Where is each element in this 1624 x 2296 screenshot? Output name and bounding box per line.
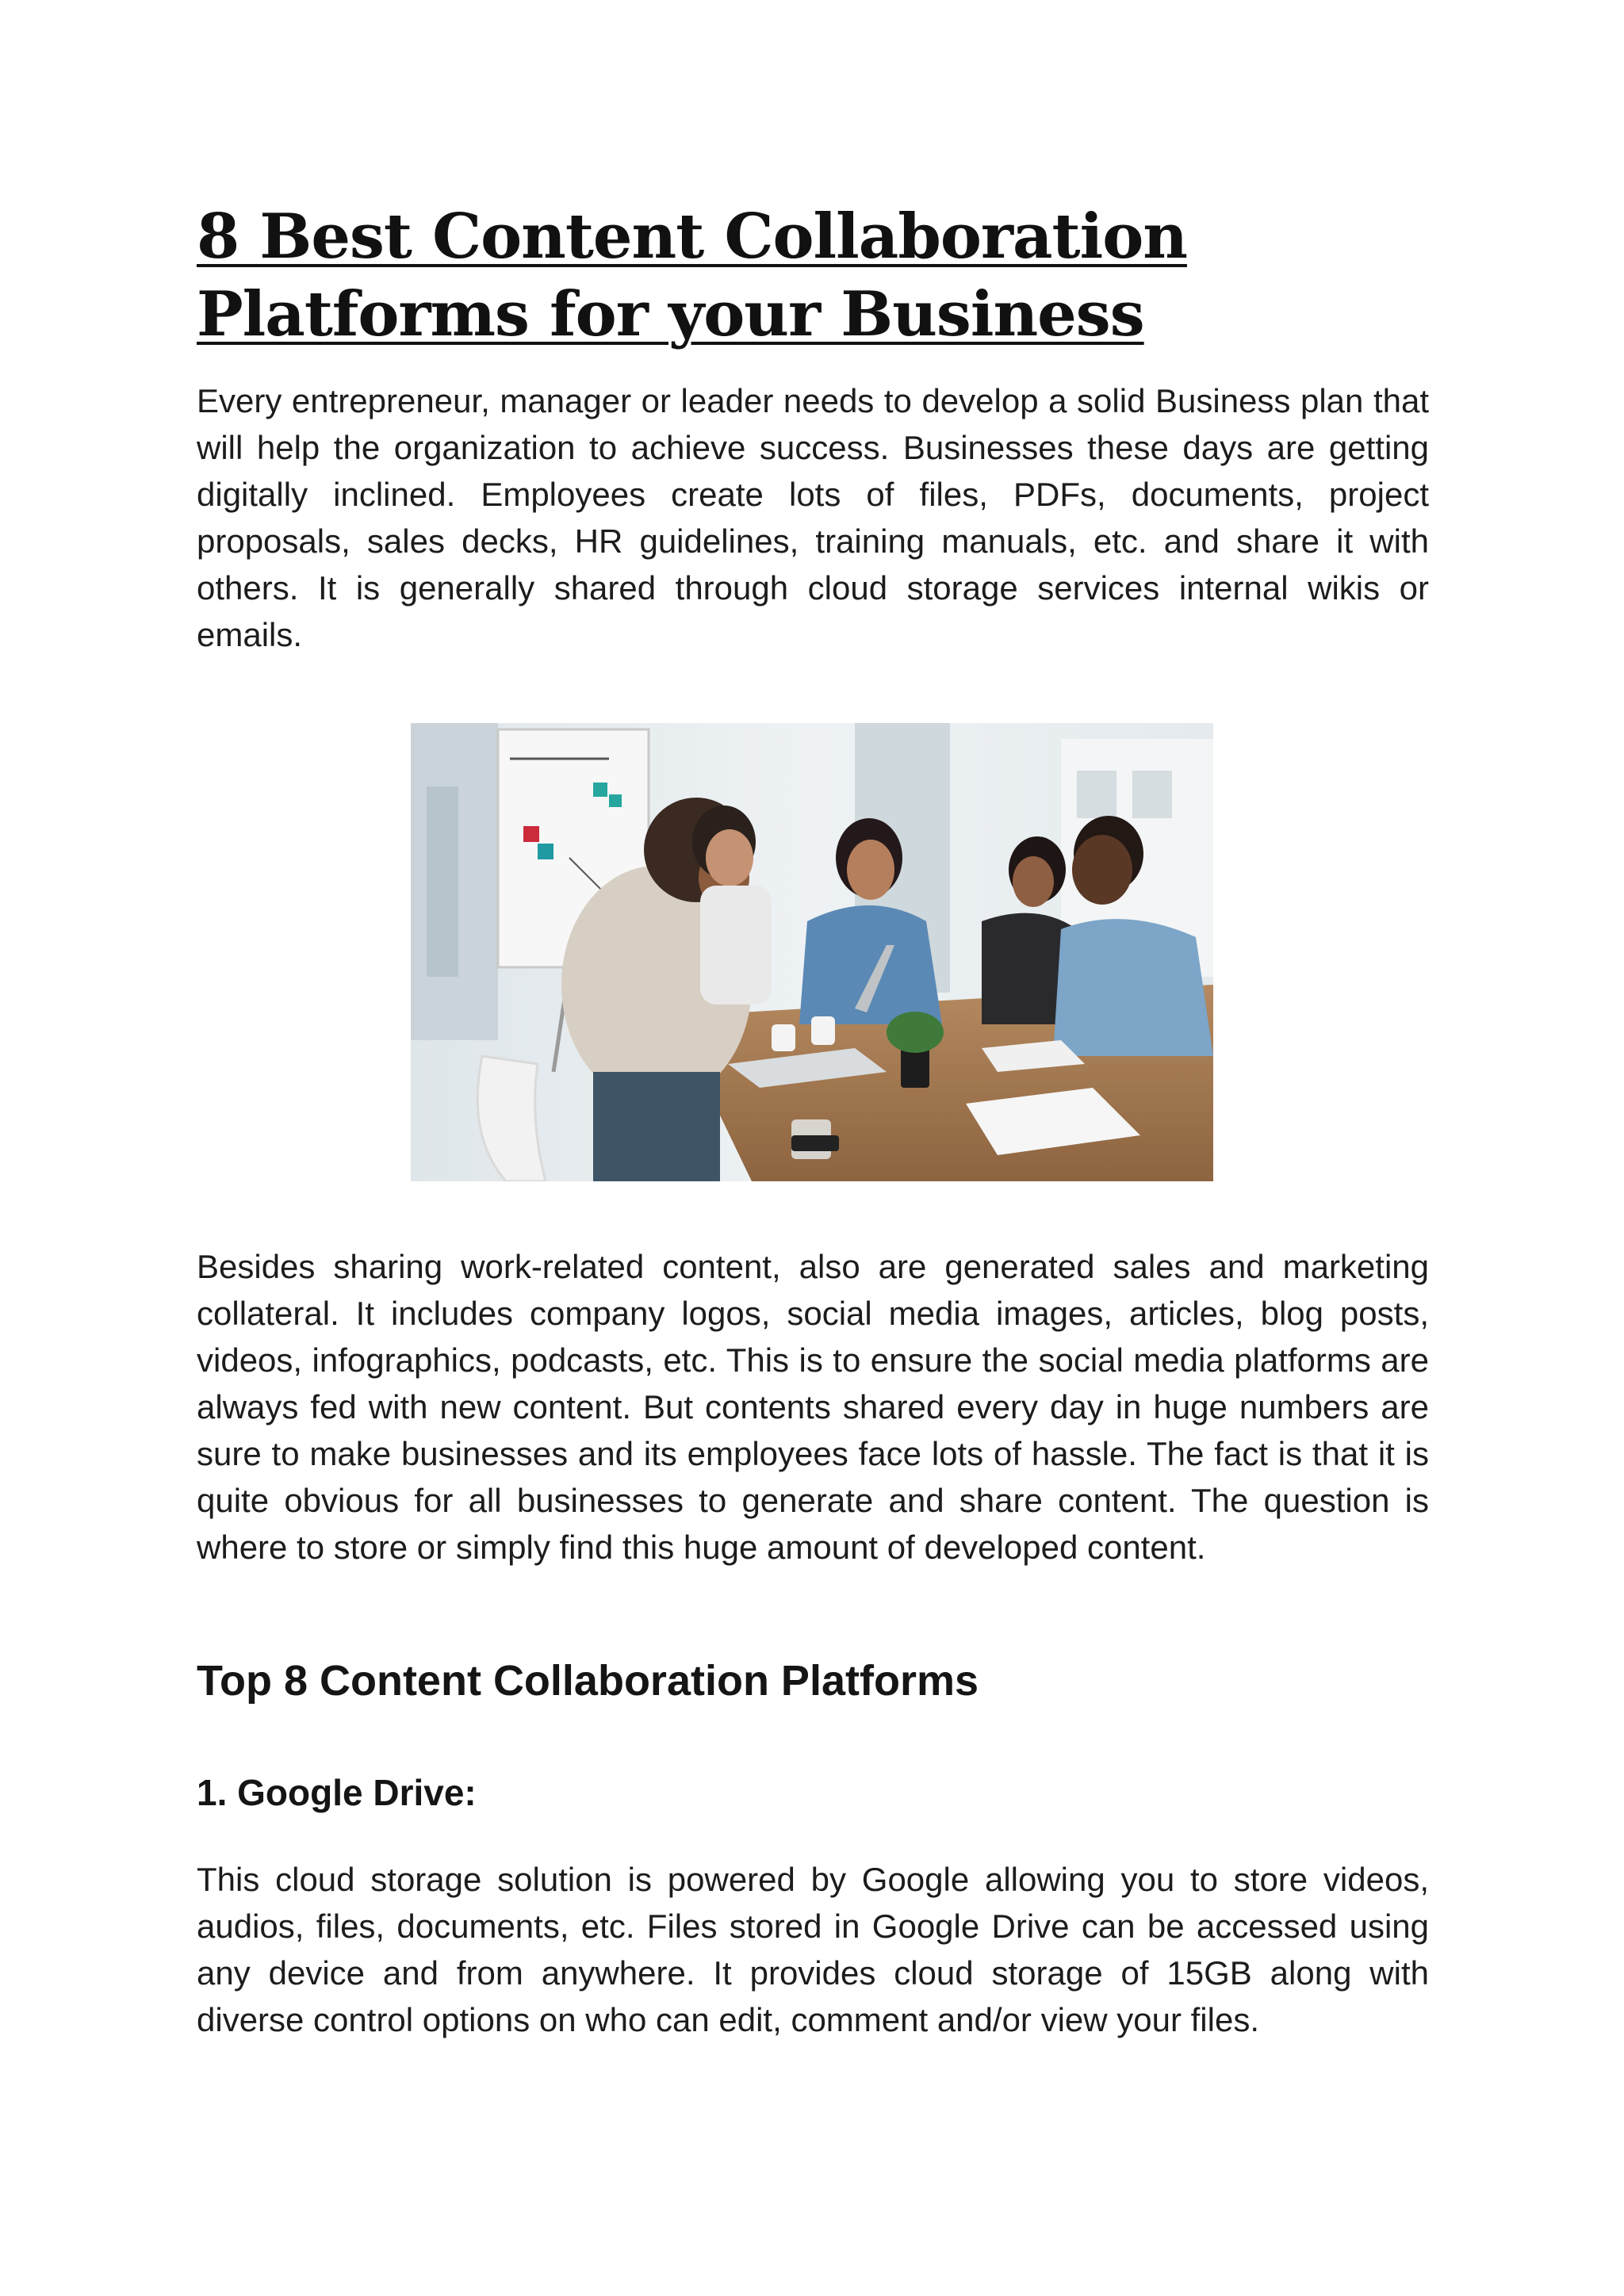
document-page — [197, 198, 1429, 2043]
page-title: 8 Best Content Collaboration Platforms for your Business — [197, 201, 1187, 350]
item-1-heading: 1. Google Drive: — [197, 1772, 477, 1813]
item-1-paragraph: This cloud storage solution is powered by Google allowing you to store videos, audios, files, documents, etc. Files stored in Google Drive can be accessed using any device and from anywhere. It provides cloud storage of 15GB along with diverse control options on who can edit, comment and/or view your files. — [197, 1861, 1429, 2038]
intro-paragraph: Every entrepreneur, manager or leader needs to develop a solid Business plan that will help the organization to achieve success. Businesses these days are getting digitally inclined. Employees create lots of files, PDFs, documents, project proposals, sales decks, HR guidelines, training manuals, etc. and share it with others. It is generally shared through cloud storage services internal wikis or emails. — [197, 382, 1429, 653]
team-meeting-photo — [411, 723, 1213, 1181]
team-meeting-illustration — [411, 723, 1213, 1181]
section-heading: Top 8 Content Collaboration Platforms — [197, 1657, 979, 1705]
body-paragraph: Besides sharing work-related content, also are generated sales and marketing collateral. It includes company logos, social media images, articles, blog posts, videos, infographics, podcasts, etc. This is to ensure the social media platforms are always fed with new content. But contents shared every day in huge numbers are sure to make businesses and its employees face lots of hassle. The fact is that it is quite obvious for all businesses to generate and share content. The question is where to store or simply find this huge amount of developed content. — [197, 1248, 1429, 1566]
